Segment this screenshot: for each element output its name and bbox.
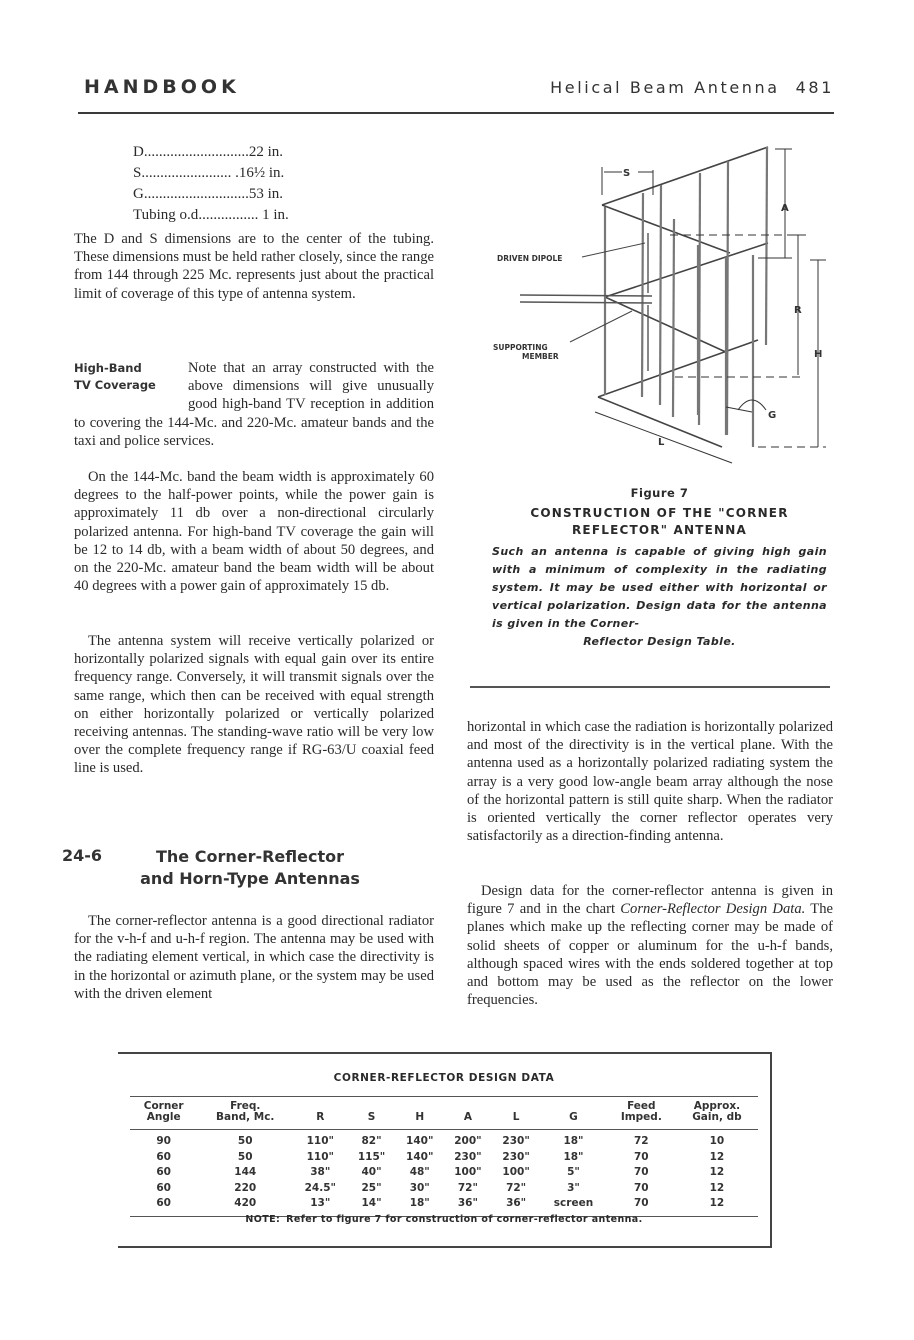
table-cell: 72 bbox=[634, 1135, 649, 1147]
column-header: R bbox=[293, 1097, 347, 1130]
table-cell: 72" bbox=[506, 1181, 527, 1194]
table-cell: 12 bbox=[709, 1150, 725, 1163]
label-supporting: SUPPORTING bbox=[493, 343, 548, 352]
table-cell: 70 bbox=[634, 1166, 649, 1178]
table-cell: 40" bbox=[361, 1166, 382, 1178]
table-cell: 12 bbox=[676, 1196, 758, 1216]
table-cell: 13" bbox=[293, 1196, 347, 1216]
table-cell: 144 bbox=[234, 1166, 257, 1178]
table-cell: 60 bbox=[156, 1181, 171, 1194]
column-header: H bbox=[396, 1097, 444, 1130]
table-cell: 60 bbox=[156, 1166, 171, 1178]
table-title: CORNER-REFLECTOR DESIGN DATA bbox=[333, 1072, 555, 1084]
label-member: MEMBER bbox=[522, 352, 559, 361]
header-chapter-text: Helical Beam Antenna bbox=[550, 78, 780, 97]
column-header: G bbox=[540, 1097, 607, 1130]
table-cell: 70 bbox=[634, 1181, 649, 1194]
reflector-rods bbox=[605, 147, 767, 447]
header-rule bbox=[78, 112, 834, 114]
table-cell: 10 bbox=[709, 1135, 725, 1147]
top-edge-front bbox=[602, 205, 730, 253]
paragraph-design-data: Design data for the corner-reflector antenna is given in figure 7 and in the chart Corner-Reflector Design Data. The planes which make up the reflecting corner may be made of solid sheets of copper or aluminum for the u-h-f bands, although spaced wires with the ends soldered together at top and bottom may be used as the reflector on the lower frequencies. bbox=[467, 883, 833, 1009]
table-cell: 140" bbox=[406, 1135, 434, 1147]
table-cell: 18" bbox=[563, 1135, 584, 1147]
label-driven-dipole: DRIVEN DIPOLE bbox=[497, 254, 563, 263]
table-cell: 90 bbox=[156, 1135, 171, 1147]
table-cell: 30" bbox=[409, 1181, 430, 1194]
label-g: G bbox=[768, 410, 777, 421]
table-row bbox=[130, 1165, 758, 1181]
column-header: Corner Angle bbox=[130, 1097, 197, 1130]
mid-edge-front bbox=[605, 297, 728, 353]
sidehead-high-band: High-Band TV Coverage bbox=[74, 361, 156, 392]
table-cell: 110" bbox=[306, 1135, 334, 1147]
table-note: NOTE: Refer to figure 7 for construction of corner-reflector antenna. bbox=[245, 1214, 643, 1225]
column-header: Freq. Band, Mc. bbox=[197, 1097, 293, 1130]
table-cell: 36" bbox=[492, 1196, 540, 1216]
section-number: 24-6 bbox=[62, 846, 103, 865]
table-cell: 82" bbox=[361, 1135, 382, 1147]
table-row bbox=[130, 1130, 758, 1150]
figure-description: Such an antenna is capable of giving high gain with a minimum of complexity in the radiating system. It may be used either with horizontal or vertical polarization. Design data for the antenna is given in the Corner- Reflector Design Table. bbox=[492, 545, 827, 648]
table-row bbox=[130, 1196, 758, 1216]
column-header: Approx. Gain, db bbox=[676, 1097, 758, 1130]
column-header: Feed Imped. bbox=[607, 1097, 676, 1130]
page-number: 481 bbox=[795, 78, 834, 97]
corner-reflector-drawing bbox=[470, 135, 840, 475]
section-title: The Corner-Reflector and Horn-Type Antennas bbox=[140, 847, 360, 888]
table-cell: 110" bbox=[306, 1150, 334, 1163]
header-book-title: HANDBOOK bbox=[84, 76, 240, 98]
table-cell: 200" bbox=[454, 1135, 482, 1147]
table-cell: 100" bbox=[454, 1166, 482, 1178]
figure-number: Figure 7 bbox=[630, 486, 689, 500]
table-cell: 12 bbox=[709, 1181, 725, 1194]
table-cell: 60 bbox=[156, 1150, 171, 1163]
table-cell: 48" bbox=[409, 1166, 430, 1178]
bottom-edge-back bbox=[598, 340, 758, 397]
running-header bbox=[84, 72, 834, 102]
column-header: S bbox=[347, 1097, 395, 1130]
label-s: S bbox=[623, 168, 631, 179]
column-header: A bbox=[444, 1097, 492, 1130]
dimension-row-s: S........................ .16½ in. bbox=[133, 165, 285, 181]
design-data-table bbox=[130, 1096, 758, 1217]
table-cell: 18" bbox=[563, 1150, 584, 1163]
header-chapter-title bbox=[550, 78, 834, 97]
paragraph-dimensions: The D and S dimensions are to the center of the tubing. These dimensions must be held rather closely, since the range from 144 through 225 Mc. represents just about the practical limit of coverage of this type of antenna system. bbox=[74, 231, 434, 302]
label-r: R bbox=[794, 305, 802, 316]
table-cell: 36" bbox=[444, 1196, 492, 1216]
figure-title: CONSTRUCTION OF THE "CORNER REFLECTOR" ANTENNA bbox=[530, 506, 789, 537]
table-cell: 24.5" bbox=[304, 1181, 336, 1194]
table-cell: 100" bbox=[502, 1166, 530, 1178]
table-cell: 5" bbox=[567, 1166, 580, 1178]
table-cell: 220 bbox=[234, 1181, 257, 1194]
column-header: L bbox=[492, 1097, 540, 1130]
dimension-list bbox=[133, 142, 289, 226]
paragraph-polarization: The antenna system will receive vertically polarized or horizontally polarized signals with equal gain over its entire frequency range. Conversely, it will transmit signals over the same range, which then can be received with equal strength on either horizontally polarized or vertically polarized receiving antennas. The standing-wave ratio will be very low over the complete frequency range if RG-63/U coaxial feed line is used. bbox=[74, 633, 434, 777]
table-row bbox=[130, 1150, 758, 1166]
table-cell: 230" bbox=[502, 1150, 530, 1163]
table-cell: 115" bbox=[357, 1150, 386, 1163]
table-cell: 60 bbox=[130, 1196, 197, 1216]
table-body bbox=[130, 1130, 758, 1217]
design-data-table-box bbox=[118, 1052, 772, 1248]
paragraph-horizontal: horizontal in which case the radiation is horizontally polarized and most of the directivity is in the vertical plane. With the antenna used as a horizontally polarized radiating system the array is a very good low-angle beam array although the nose of the horizontal pattern is still quite sharp. When the radiator is oriented vertically the corner reflector operates very satisfactorily as a direction-finding antenna. bbox=[467, 719, 833, 845]
table-header-row bbox=[130, 1097, 758, 1130]
table-row bbox=[130, 1181, 758, 1197]
table-cell: 230" bbox=[454, 1150, 482, 1163]
dimension-row-d: D............................22 in. bbox=[133, 144, 284, 160]
table-cell: 50 bbox=[237, 1135, 253, 1147]
table-cell: 70 bbox=[607, 1196, 676, 1216]
paragraph-beam-width: On the 144-Mc. band the beam width is approximately 60 degrees to the half-power points, while the power gain is approximately 11 db over a non-directional circularly polarized antenna. For high-band TV coverage the gain will be 12 to 14 db, with a beam width of about 50 degrees, and on the 220-Mc. amateur band the beam width will be about 40 degrees with a power gain of approximately 15 db. bbox=[74, 469, 434, 595]
figure-7-diagram bbox=[470, 135, 840, 475]
figure-rule bbox=[470, 686, 830, 688]
paragraph-corner-reflector: The corner-reflector antenna is a good directional radiator for the v-h-f and u-h-f region. The antenna may be used with the radiating element vertical, in which case the directivity is in the horizontal or azimuth plane, or the system may be used with the driven element bbox=[74, 913, 434, 1002]
paragraph-high-band: Note that an array constructed with the above dimensions will give unusually good high-band TV reception in addition to covering the 144-Mc. and 220-Mc. amateur bands and the taxi and police services. bbox=[74, 360, 434, 449]
table-cell: screen bbox=[540, 1196, 607, 1216]
mid-edge-back bbox=[605, 243, 768, 297]
table-cell: 420 bbox=[197, 1196, 293, 1216]
table-cell: 3" bbox=[567, 1181, 580, 1194]
dimension-row-tubing: Tubing o.d................ 1 in. bbox=[133, 207, 289, 223]
table-cell: 140" bbox=[406, 1150, 434, 1163]
table-cell: 38" bbox=[310, 1166, 331, 1178]
table-cell: 18" bbox=[396, 1196, 444, 1216]
table-cell: 72" bbox=[457, 1181, 478, 1194]
table-cell: 230" bbox=[502, 1135, 530, 1147]
table-cell: 12 bbox=[709, 1166, 725, 1178]
label-a: A bbox=[781, 203, 789, 214]
dimension-row-g: G............................53 in. bbox=[133, 186, 284, 202]
figure-caption bbox=[492, 486, 827, 651]
table-cell: 14" bbox=[347, 1196, 395, 1216]
table-cell: 25" bbox=[361, 1181, 382, 1194]
label-h: H bbox=[814, 349, 823, 360]
table-cell: 50 bbox=[237, 1150, 253, 1163]
table-cell: 70 bbox=[634, 1150, 649, 1163]
label-l: L bbox=[658, 437, 665, 448]
